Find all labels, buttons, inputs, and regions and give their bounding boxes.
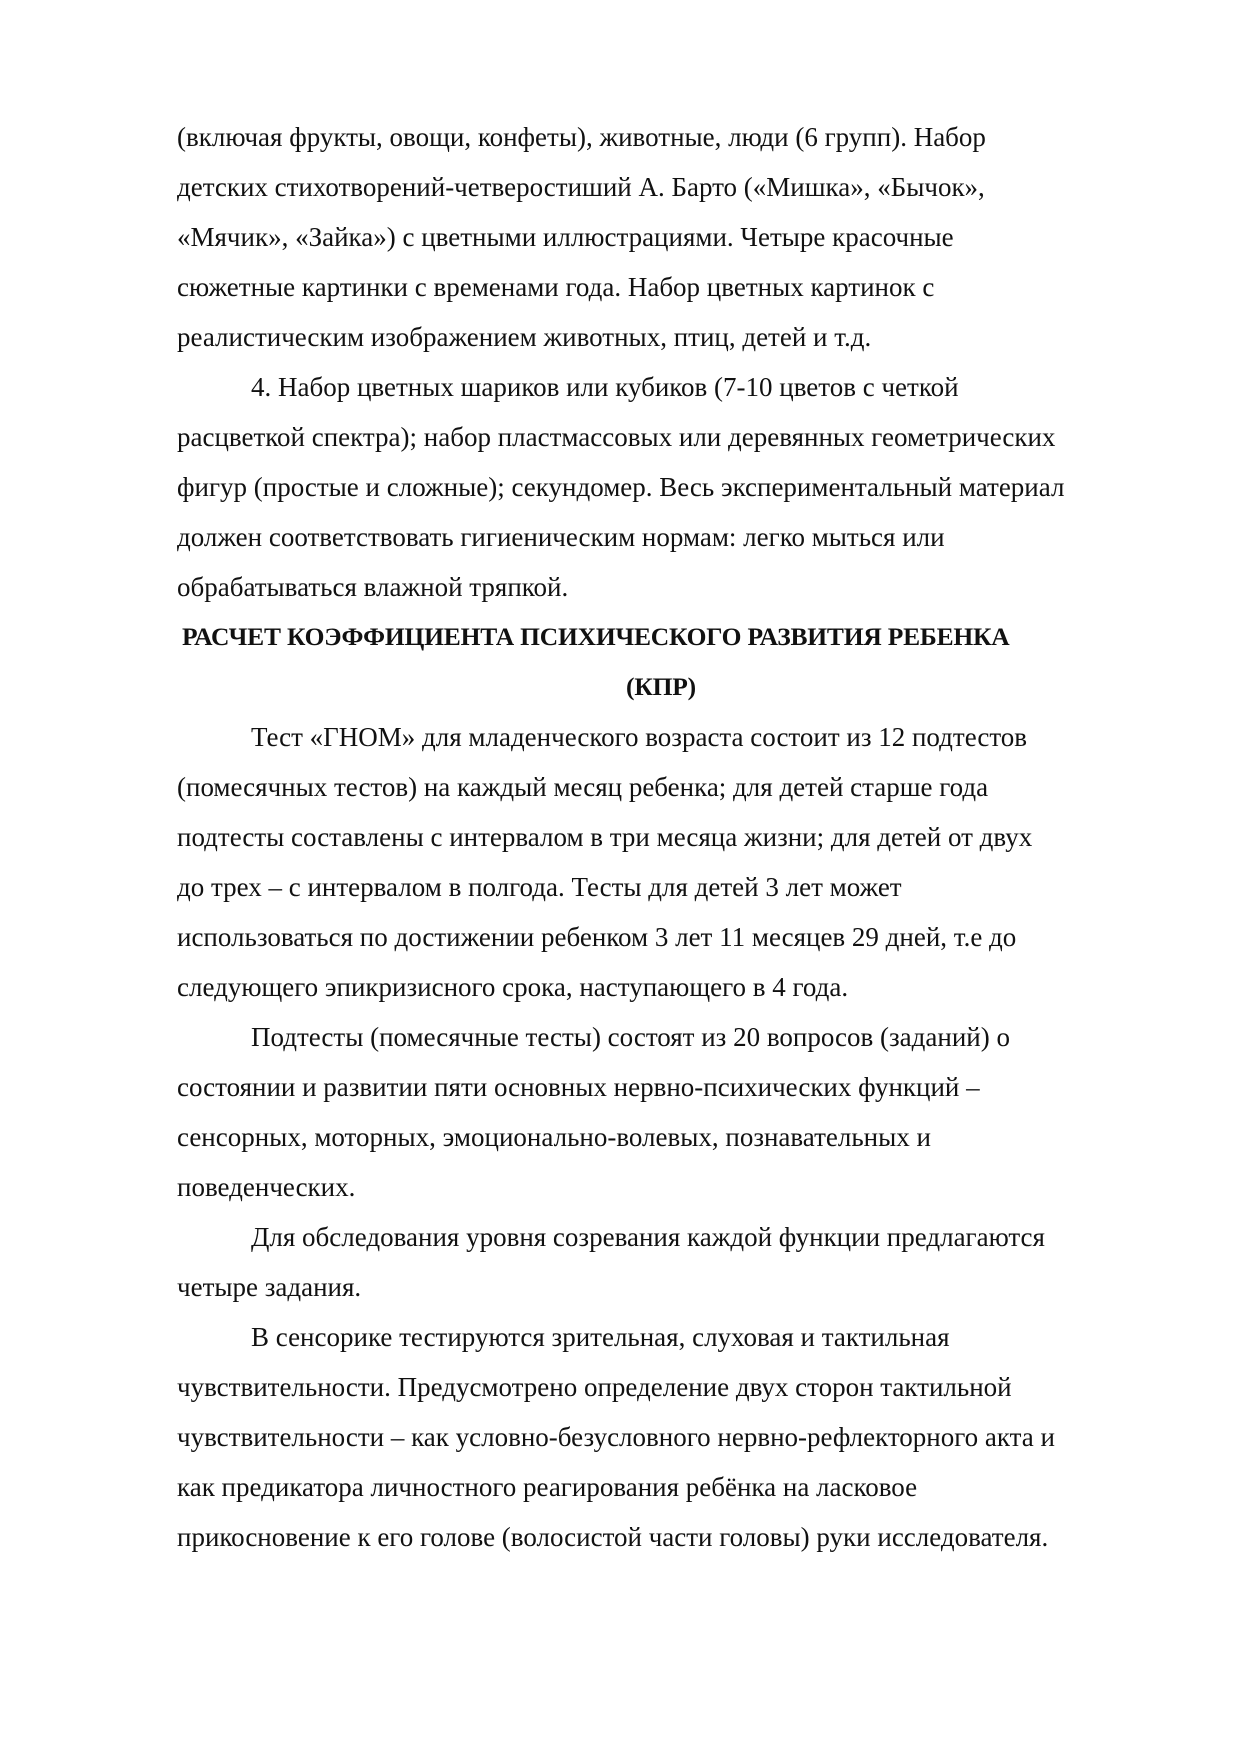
- text-line: как предикатора личностного реагирования ребёнка на ласковое: [177, 1472, 918, 1502]
- text-line: (помесячных тестов) на каждый месяц ребенка; для детей старше года: [177, 772, 989, 802]
- paragraph-item-4: [177, 362, 1145, 612]
- text-line: использоваться по достижении ребенком 3 лет 11 месяцев 29 дней, т.е до: [177, 922, 1017, 952]
- paragraph-sensorics: [177, 1312, 1145, 1562]
- text-line: Тест «ГНОМ» для младенческого возраста состоит из 12 подтестов: [251, 722, 1028, 752]
- text-line: реалистическим изображением животных, птиц, детей и т.д.: [177, 322, 872, 352]
- text-line: сюжетные картинки с временами года. Набор цветных картинок с: [177, 272, 935, 302]
- text-line: В сенсорике тестируются зрительная, слуховая и тактильная: [251, 1322, 950, 1352]
- text-line: детских стихотворений-четверостиший А. Барто («Мишка», «Бычок»,: [177, 172, 985, 202]
- heading-line: (КПР): [626, 672, 696, 701]
- page-content: [177, 112, 1145, 1562]
- paragraph-subtests: [177, 1012, 1145, 1212]
- text-line: Для обследования уровня созревания каждой функции предлагаются: [251, 1222, 1045, 1252]
- text-line: состоянии и развитии пяти основных нервно-психических функций –: [177, 1072, 980, 1102]
- text-line: до трех – с интервалом в полгода. Тесты для детей 3 лет может: [177, 872, 902, 902]
- text-line: сенсорных, моторных, эмоционально-волевых, познавательных и: [177, 1122, 931, 1152]
- paragraph-materials-continued: [177, 112, 1145, 362]
- text-line: «Мячик», «Зайка») с цветными иллюстрациями. Четыре красочные: [177, 222, 954, 252]
- section-heading: [177, 612, 1145, 712]
- paragraph-four-tasks: [177, 1212, 1145, 1312]
- text-line: фигур (простые и сложные); секундомер. Весь экспериментальный материал: [177, 472, 1065, 502]
- text-line: подтесты составлены с интервалом в три месяца жизни; для детей от двух: [177, 822, 1033, 852]
- text-line: прикосновение к его голове (волосистой части головы) руки исследователя.: [177, 1522, 1049, 1552]
- text-line: (включая фрукты, овощи, конфеты), животные, люди (6 групп). Набор: [177, 122, 986, 152]
- text-line: поведенческих.: [177, 1172, 356, 1202]
- text-line: чувствительности – как условно-безусловного нервно-рефлекторного акта и: [177, 1422, 1055, 1452]
- text-line: следующего эпикризисного срока, наступающего в 4 года.: [177, 972, 849, 1002]
- text-line: чувствительности. Предусмотрено определение двух сторон тактильной: [177, 1372, 1012, 1402]
- text-line: должен соответствовать гигиеническим нормам: легко мыться или: [177, 522, 945, 552]
- text-line: четыре задания.: [177, 1272, 362, 1302]
- text-line: обрабатываться влажной тряпкой.: [177, 572, 569, 602]
- text-line: 4. Набор цветных шариков или кубиков (7-10 цветов с четкой: [251, 372, 959, 402]
- text-line: Подтесты (помесячные тесты) состоят из 20 вопросов (заданий) о: [251, 1022, 1010, 1052]
- paragraph-gnom-test: [177, 712, 1145, 1012]
- heading-line: РАСЧЕТ КОЭФФИЦИЕНТА ПСИХИЧЕСКОГО РАЗВИТИЯ РЕБЕНКА: [182, 622, 1010, 651]
- text-line: расцветкой спектра); набор пластмассовых или деревянных геометрических: [177, 422, 1056, 452]
